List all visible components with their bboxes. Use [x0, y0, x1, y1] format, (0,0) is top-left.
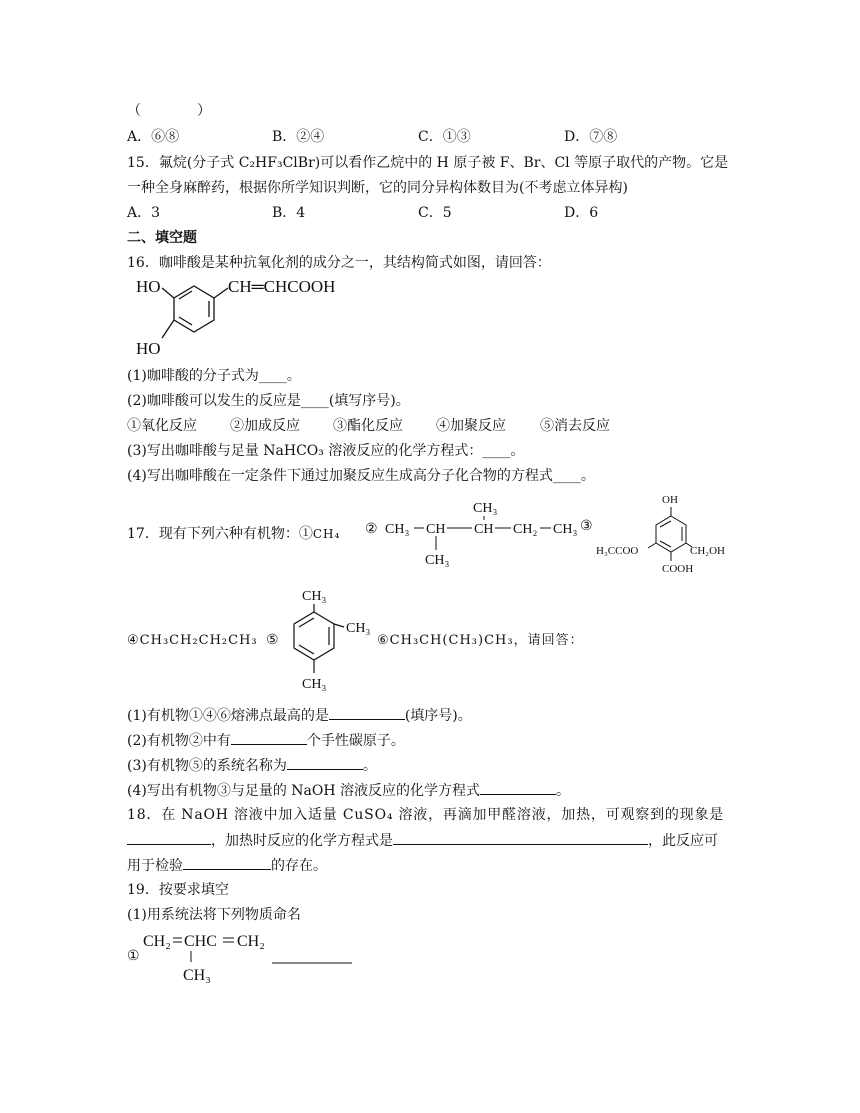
q17-part-3: [127, 755, 377, 776]
compound-4-formula: ④CH₃CH₂CH₂CH₃: [127, 633, 258, 648]
compound-5-ch3-top: CH₃: [302, 589, 327, 604]
compound-2-ch2: CH₂: [513, 522, 538, 537]
compound-3-number: ③: [580, 519, 593, 534]
q14-option-c: C．①③: [418, 129, 471, 145]
compound-5-number: ⑤: [266, 633, 279, 648]
q19-ch3: CH₃: [183, 967, 211, 984]
q17-part-1-blank[interactable]: [329, 705, 405, 720]
q15-option-a: A．3: [127, 205, 161, 221]
q16-reaction-5: ⑤消去反应: [540, 418, 610, 434]
compound-2-ch-right: CH: [474, 522, 494, 537]
q17-part-3-blank[interactable]: [287, 755, 363, 770]
q17-part-4-text: (4)写出有机物③与足量的 NaOH 溶液反应的化学方程式: [127, 783, 481, 799]
q17-part-2-tail: 个手性碳原子。: [306, 733, 405, 749]
q17-stem-text: 17．现有下列六种有机物：①: [127, 526, 313, 542]
q17-part-2-text: (2)有机物②中有: [127, 733, 231, 749]
q18-line-2-text: ，加热时反应的化学方程式是: [211, 833, 393, 849]
q14-paren: （ ）: [127, 103, 211, 119]
compound-6-formula: ⑥CH₃CH(CH₃)CH₃，请回答：: [377, 633, 584, 648]
q17-part-4-tail: 。: [556, 783, 571, 799]
q15-option-b: B．4: [272, 205, 306, 221]
q19-stem: 19．按要求填空: [127, 882, 229, 898]
compound-5-ch3-bottom: CH₃: [302, 677, 327, 692]
q18-blank-1[interactable]: [127, 830, 211, 845]
compound-3-ch2oh: CH₂OH: [690, 545, 726, 557]
q19-ch2-left: CH₂: [143, 933, 171, 950]
q17-part-4: [127, 780, 570, 801]
q16-part-1: (1)咖啡酸的分子式为____。: [127, 368, 301, 384]
q17-part-1: [127, 705, 472, 726]
compound-2-ch3-top: CH₃: [473, 501, 498, 516]
q18-line-1: 18．在 NaOH 溶液中加入适量 CuSO₄ 溶液，再滴加甲醛溶液，加热，可观察到的现象是: [127, 807, 725, 823]
compound-3-cooh: COOH: [662, 563, 694, 575]
q14-option-d: D．⑦⑧: [564, 129, 618, 145]
q16-part-4: (4)写出咖啡酸在一定条件下通过加聚反应生成高分子化合物的方程式____。: [127, 468, 595, 484]
compound-2-ch3-right: CH₃: [553, 522, 578, 537]
compound-3-oh: OH: [662, 494, 678, 506]
q17-stem: [127, 524, 340, 544]
q16-reaction-4: ④加聚反应: [436, 418, 506, 434]
q15-option-d: D．6: [564, 205, 599, 221]
q17-part-4-blank[interactable]: [480, 780, 556, 795]
q16-part-3: (3)写出咖啡酸与足量 NaHCO₃ 溶液反应的化学方程式：____。: [127, 443, 525, 459]
methane-formula: CH₄: [312, 527, 341, 541]
q18-blank-2[interactable]: [393, 830, 648, 845]
q17-part-1-tail: (填序号)。: [404, 708, 472, 724]
q16-reaction-2: ②加成反应: [230, 418, 300, 434]
q18-line-2-tail: ，此反应可: [648, 833, 718, 849]
q18-line-3-text: 用于检验: [127, 858, 183, 874]
compound-5-structure: [262, 582, 382, 694]
q19-chc: CHC: [184, 933, 217, 950]
q16-part-2: (2)咖啡酸可以发生的反应是____(填写序号)。: [127, 393, 410, 409]
caffeic-acid-structure: [130, 270, 370, 362]
q17-part-3-tail: 。: [362, 758, 377, 774]
q19-ch2-right: CH₂: [237, 933, 265, 950]
q18-line-3-tail: 的存在。: [271, 858, 327, 874]
q15-stem-1: 15．氟烷(分子式 C₂HF₃ClBr)可以看作乙烷中的 H 原子被 F、Br、Cl 等原子取代的产物。它是: [127, 155, 729, 171]
q17-part-3-text: (3)有机物⑤的系统名称为: [127, 758, 287, 774]
ho-top-label: HO: [136, 277, 161, 296]
q17-part-1-text: (1)有机物①④⑥熔沸点最高的是: [127, 708, 329, 724]
compound-2-structure: [365, 498, 580, 570]
q17-part-2: [127, 730, 405, 751]
q19-part-1: (1)用系统法将下列物质命名: [127, 907, 301, 923]
q19-number: ①: [127, 949, 140, 964]
compound-2-number: ②: [365, 522, 378, 537]
q17-part-2-blank[interactable]: [231, 730, 307, 745]
q15-option-c: C．5: [418, 205, 452, 221]
compound-2-ch-left: CH: [426, 522, 446, 537]
compound-3-ester: H₃CCOO: [596, 545, 639, 557]
compound-5-ch3-right: CH₃: [346, 621, 371, 636]
q18-line-3: [127, 855, 327, 876]
q16-reaction-3: ③酯化反应: [333, 418, 403, 434]
compound-3-structure: [578, 490, 738, 576]
q16-reaction-1: ①氧化反应: [127, 418, 197, 434]
compound-2-ch3-left: CH₃: [385, 522, 410, 537]
ho-bottom-label: HO: [136, 339, 161, 358]
q14-option-b: B．②④: [272, 129, 325, 145]
compound-2-ch3-bottom: CH₃: [425, 553, 450, 568]
q15-stem-2: 一种全身麻醉药，根据你所学知识判断，它的同分异构体数目为(不考虑立体异构): [127, 180, 628, 196]
q18-blank-3[interactable]: [183, 855, 271, 870]
q14-option-a: A．⑥⑧: [127, 129, 180, 145]
q16-stem: 16．咖啡酸是某种抗氧化剂的成分之一，其结构简式如图，请回答：: [127, 255, 551, 271]
q18-line-2: [127, 830, 718, 851]
q19-structure-1: [127, 928, 367, 984]
section-heading: 二、填空题: [127, 230, 197, 246]
side-chain-label: CH═CHCOOH: [228, 277, 336, 296]
